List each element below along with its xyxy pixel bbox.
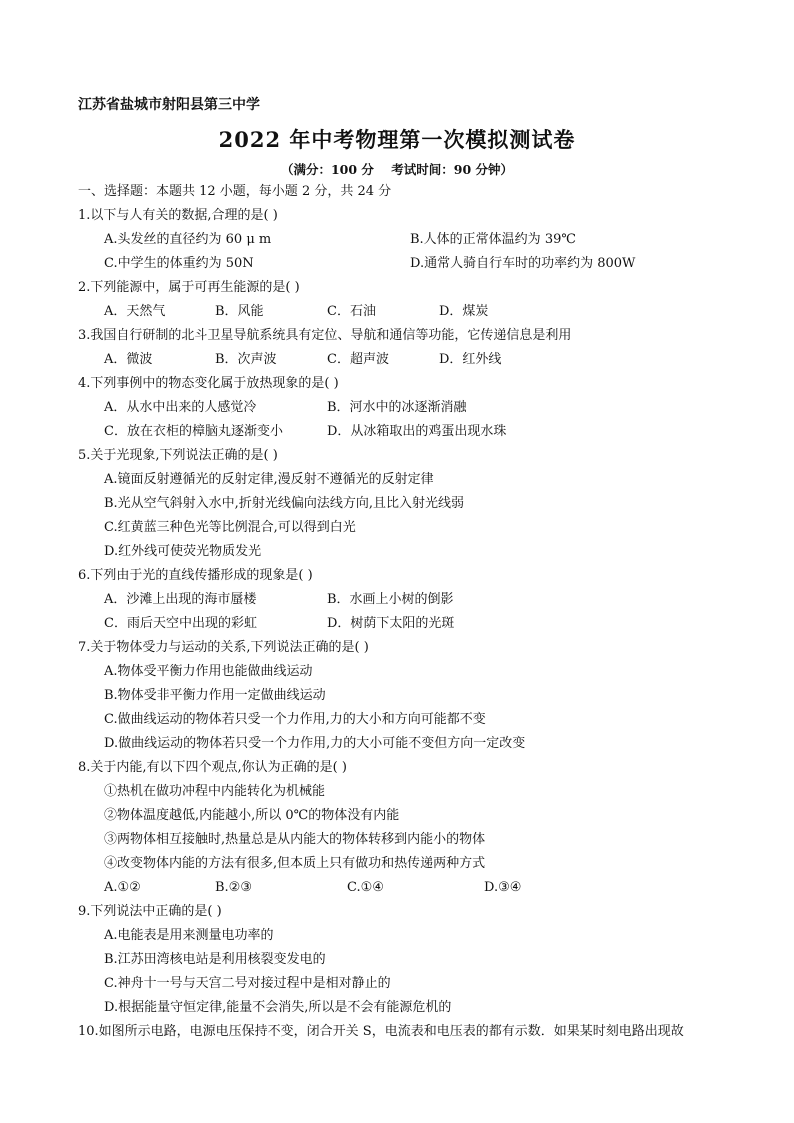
question-stem: 1.以下与人有关的数据,合理的是( ): [78, 208, 278, 223]
option-c: C.①④: [347, 880, 384, 895]
statement-4: ④改变物体内能的方法有很多,但本质上只有做功和热传递两种方式: [104, 856, 486, 871]
school-name: 江苏省盐城市射阳县第三中学: [78, 97, 260, 113]
statement-1: ①热机在做功冲程中内能转化为机械能: [104, 784, 326, 799]
option-d: D．红外线: [439, 352, 502, 367]
option-row: [78, 612, 728, 636]
question-stem: 5.关于光现象,下列说法正确的是( ): [78, 448, 278, 463]
question-stem: 4.下列事例中的物态变化属于放热现象的是( ): [78, 376, 339, 391]
option-d: D．树荫下太阳的光斑: [327, 616, 455, 631]
option-a: A.头发丝的直径约为 60 μ m: [104, 232, 272, 247]
exam-subtitle: （满分：100 分 考试时间：90 分钟）: [280, 162, 514, 177]
question-stem: 7.关于物体受力与运动的关系,下列说法正确的是( ): [78, 640, 369, 655]
option-row: [78, 300, 728, 324]
option-row: [78, 396, 728, 420]
option-a: A．微波: [104, 352, 153, 367]
option-d: D.根据能量守恒定律,能量不会消失,所以是不会有能源危机的: [104, 1000, 452, 1015]
option-row: [78, 420, 728, 444]
option-b: B.人体的正常体温约为 39℃: [410, 232, 576, 247]
question-stem: 10.如图所示电路，电源电压保持不变，闭合开关 S，电流表和电压表的都有示数．如果某时刻电路出现故: [78, 1024, 684, 1039]
option-c: C．石油: [327, 304, 376, 319]
option-row: [78, 228, 728, 252]
option-b: B．次声波: [215, 352, 277, 367]
option-d: D.红外线可使荧光物质发光: [104, 544, 262, 559]
option-row: [78, 588, 728, 612]
option-d: D.③④: [484, 880, 522, 895]
option-a: A．从水中出来的人感觉冷: [104, 400, 257, 415]
option-b: B.江苏田湾核电站是利用核裂变发电的: [104, 952, 326, 967]
option-c: C．雨后天空中出现的彩虹: [104, 616, 257, 631]
option-d: D.做曲线运动的物体若只受一个力作用,力的大小可能不变但方向一定改变: [104, 736, 526, 751]
option-b: B.光从空气斜射入水中,折射光线偏向法线方向,且比入射光线弱: [104, 496, 464, 511]
option-d: D．从冰箱取出的鸡蛋出现水珠: [327, 424, 507, 439]
option-a: A.镜面反射遵循光的反射定律,漫反射不遵循光的反射定律: [104, 472, 434, 487]
option-b: B．风能: [215, 304, 264, 319]
option-c: C.做曲线运动的物体若只受一个力作用,力的大小和方向可能都不变: [104, 712, 486, 727]
statement-3: ③两物体相互接触时,热量总是从内能大的物体转移到内能小的物体: [104, 832, 486, 847]
question-stem: 6.下列由于光的直线传播形成的现象是( ): [78, 568, 313, 583]
option-c: C.红黄蓝三种色光等比例混合,可以得到白光: [104, 520, 356, 535]
option-a: A．沙滩上出现的海市蜃楼: [104, 592, 257, 607]
option-row: [78, 348, 728, 372]
option-c: C．放在衣柜的樟脑丸逐渐变小: [104, 424, 283, 439]
question-stem: 2.下列能源中，属于可再生能源的是( ): [78, 280, 300, 295]
option-b: B．河水中的冰逐渐消融: [327, 400, 467, 415]
option-d: D.通常人骑自行车时的功率约为 800W: [410, 256, 636, 271]
option-a: A.物体受平衡力作用也能做曲线运动: [104, 664, 313, 679]
option-b: B.物体受非平衡力作用一定做曲线运动: [104, 688, 326, 703]
option-d: D．煤炭: [439, 304, 489, 319]
question-list: [78, 204, 728, 1044]
section-heading: 一、选择题：本题共 12 小题，每小题 2 分，共 24 分: [78, 184, 392, 199]
option-a: A.①②: [104, 880, 141, 895]
option-a: A．天然气: [104, 304, 166, 319]
option-c: C.中学生的体重约为 50N: [104, 256, 254, 271]
question-stem: 8.关于内能,有以下四个观点,你认为正确的是( ): [78, 760, 347, 775]
exam-title: 2022 年中考物理第一次模拟测试卷: [218, 127, 576, 152]
option-c: C.神舟十一号与天宫二号对接过程中是相对静止的: [104, 976, 391, 991]
option-row: [78, 876, 728, 900]
option-b: B．水画上小树的倒影: [327, 592, 454, 607]
question-stem: 3.我国自行研制的北斗卫星导航系统具有定位、导航和通信等功能，它传递信息是利用: [78, 328, 572, 343]
statement-2: ②物体温度越低,内能越小,所以 0℃的物体没有内能: [104, 808, 400, 823]
option-b: B.②③: [215, 880, 252, 895]
question-stem: 9.下列说法中正确的是( ): [78, 904, 222, 919]
option-a: A.电能表是用来测量电功率的: [104, 928, 274, 943]
option-c: C．超声波: [327, 352, 389, 367]
option-row: [78, 252, 728, 276]
